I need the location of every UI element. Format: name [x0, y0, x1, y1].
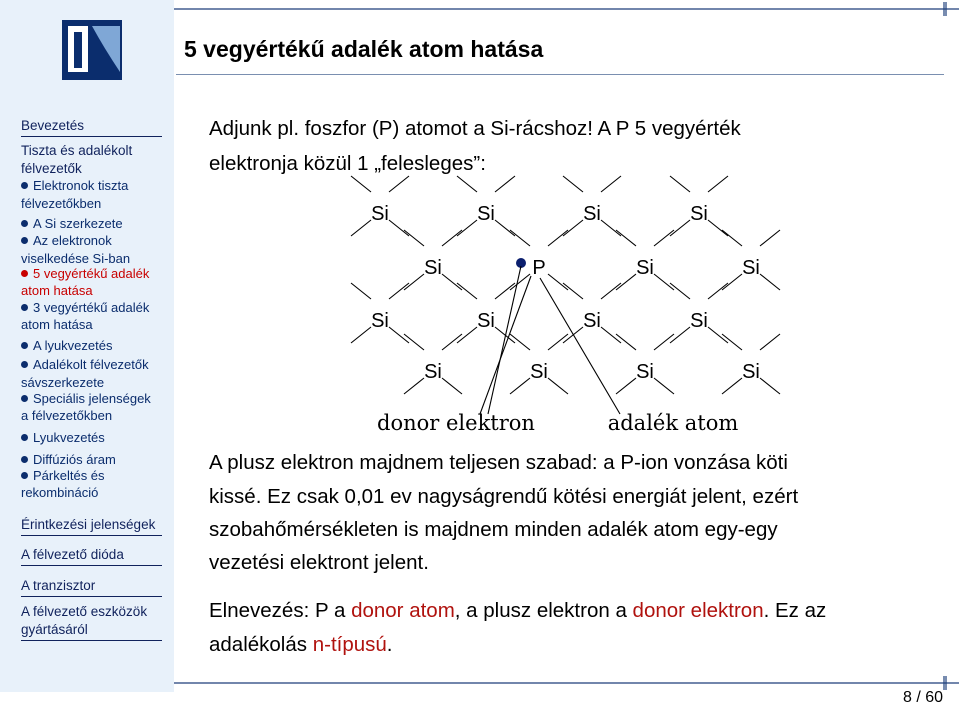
n-type-term: n-típusú — [312, 633, 387, 656]
bond-line — [457, 176, 477, 192]
bond-line — [495, 283, 515, 299]
intro-line-1: Adjunk pl. foszfor (P) atomot a Si-rácshoz! A P 5 vegyérték — [209, 117, 741, 140]
body-line-2: kissé. Ez csak 0,01 ev nagyságrendű kötési energiát jelent, ezért — [209, 485, 799, 508]
bond-line — [457, 220, 477, 236]
bond-line — [708, 283, 728, 299]
si-atom-label: Si — [371, 310, 389, 332]
nav-item-elektronok[interactable]: Elektronok tiszta — [21, 176, 128, 196]
si-atom-label: Si — [742, 257, 760, 279]
intro-line-2: elektronja közül 1 „felesleges”: — [209, 152, 486, 175]
bond-line — [722, 274, 742, 290]
bond-line — [495, 220, 515, 236]
bond-line — [616, 378, 636, 394]
nav-item-az-elektronok-cont[interactable]: viselkedése Si-ban — [21, 251, 131, 266]
nav-item-az-elektronok[interactable]: Az elektronok — [21, 231, 112, 251]
bond-line — [351, 327, 371, 343]
bond-line — [510, 230, 530, 246]
bond-line — [563, 220, 583, 236]
donor-pointer-line — [488, 266, 521, 414]
bond-line — [404, 378, 424, 394]
bond-line — [548, 274, 568, 290]
bond-line — [389, 283, 409, 299]
nav-item-specialis-cont[interactable]: a félvezetőkben — [21, 408, 113, 423]
bond-line — [760, 378, 780, 394]
si-atom-label: Si — [690, 310, 708, 332]
bond-line — [351, 176, 371, 192]
bond-line — [670, 283, 690, 299]
donor-electron-term: donor elektron — [632, 599, 764, 622]
p-atom-label: P — [532, 257, 546, 279]
nav-section-erintkezesi[interactable]: Érintkezési jelenségek — [21, 517, 156, 532]
bond-line — [389, 220, 409, 236]
si-atom-label: Si — [583, 310, 601, 332]
bond-line — [654, 230, 674, 246]
bond-line — [563, 283, 583, 299]
nav-item-si-szerkezete[interactable]: A Si szerkezete — [21, 214, 123, 234]
nav-item-adalekolt[interactable]: Adalékolt félvezetők — [21, 355, 149, 375]
slide-title: 5 vegyértékű adalék atom hatása — [184, 36, 544, 62]
naming-line-1: Elnevezés: P a donor atom, a plusz elektron a donor elektron. Ez az — [209, 599, 827, 622]
bond-line — [601, 176, 621, 192]
nav-item-elektronok-cont[interactable]: félvezetőkben — [21, 196, 102, 211]
si-atom-label: Si — [424, 257, 442, 279]
nav-item-adalekolt-cont[interactable]: sávszerkezete — [21, 375, 105, 390]
bond-line — [616, 274, 636, 290]
si-atom-label: Si — [636, 361, 654, 383]
donor-electron-label: donor elektron — [377, 411, 535, 435]
bond-line — [722, 334, 742, 350]
bond-line — [457, 283, 477, 299]
bond-line — [708, 220, 728, 236]
bond-line — [760, 230, 780, 246]
bond-line — [601, 220, 621, 236]
naming-line-2: adalékolás n-típusú. — [209, 633, 393, 656]
nav-item-5-vegyertek-active[interactable]: 5 vegyértékű adalék — [21, 264, 149, 284]
nav-item-5-vegyertek-cont[interactable]: atom hatása — [21, 283, 93, 298]
bond-line — [760, 274, 780, 290]
bond-line — [722, 230, 742, 246]
bond-line — [601, 283, 621, 299]
nav-section-tiszta-2[interactable]: félvezetők — [21, 161, 82, 176]
bond-line — [389, 176, 409, 192]
bond-line — [548, 230, 568, 246]
nav-section-tranzisztor[interactable]: A tranzisztor — [21, 578, 96, 593]
si-atom-label: Si — [477, 310, 495, 332]
nav-item-parkeltes[interactable]: Párkeltés és — [21, 466, 105, 486]
bond-line — [351, 220, 371, 236]
page-number[interactable]: 8 / 60 — [902, 689, 943, 706]
nav-item-lyukvezetes-2[interactable]: Lyukvezetés — [21, 428, 105, 448]
bond-line — [548, 378, 568, 394]
nav-item-specialis[interactable]: Speciális jelenségek — [21, 389, 151, 409]
bond-line — [670, 176, 690, 192]
dopant-pointer-line — [540, 278, 620, 414]
bond-line — [351, 283, 371, 299]
nav-item-diffuzios[interactable]: Diffúziós áram — [21, 450, 116, 470]
si-atom-label: Si — [477, 203, 495, 225]
si-atom-label: Si — [636, 257, 654, 279]
nav-section-dioda[interactable]: A félvezető dióda — [21, 547, 124, 562]
si-atom-label: Si — [690, 203, 708, 225]
bond-line — [510, 378, 530, 394]
nav-section-eszkozok-1[interactable]: A félvezető eszközök — [21, 604, 148, 619]
body-line-4: vezetési elektront jelent. — [209, 551, 429, 574]
nav-item-3-vegyertek-cont[interactable]: atom hatása — [21, 317, 93, 332]
bond-line — [404, 230, 424, 246]
nav-section-eszkozok-2[interactable]: gyártásáról — [21, 622, 88, 637]
bond-line — [495, 176, 515, 192]
bond-line — [708, 327, 728, 343]
bond-line — [654, 378, 674, 394]
si-atom-label: Si — [371, 203, 389, 225]
si-atom-label: Si — [530, 361, 548, 383]
bond-line — [442, 230, 462, 246]
bond-line — [563, 176, 583, 192]
nav-item-parkeltes-cont[interactable]: rekombináció — [21, 485, 99, 500]
nav-section-bevezetes[interactable]: Bevezetés — [21, 118, 85, 133]
si-atom-label: Si — [742, 361, 760, 383]
si-atom-label: Si — [583, 203, 601, 225]
bond-line — [404, 274, 424, 290]
body-line-3: szobahőmérsékleten is majdnem minden adalék atom egy-egy — [209, 518, 778, 541]
si-atom-label: Si — [424, 361, 442, 383]
bond-line — [442, 378, 462, 394]
nav-section-tiszta-1[interactable]: Tiszta és adalékolt — [21, 143, 133, 158]
bond-line — [760, 334, 780, 350]
donor-atom-term: donor atom — [351, 599, 455, 622]
bond-line — [722, 378, 742, 394]
dopant-atom-label: adalék atom — [607, 411, 739, 435]
nav-item-3-vegyertek[interactable]: 3 vegyértékű adalék — [21, 298, 149, 318]
bond-line — [442, 274, 462, 290]
bond-line — [708, 176, 728, 192]
bond-line — [670, 220, 690, 236]
nav-item-lyukvezetes[interactable]: A lyukvezetés — [21, 336, 113, 356]
bond-line — [616, 230, 636, 246]
body-line-1: A plusz elektron majdnem teljesen szabad: a P-ion vonzása köti — [209, 451, 788, 474]
bond-line — [654, 274, 674, 290]
